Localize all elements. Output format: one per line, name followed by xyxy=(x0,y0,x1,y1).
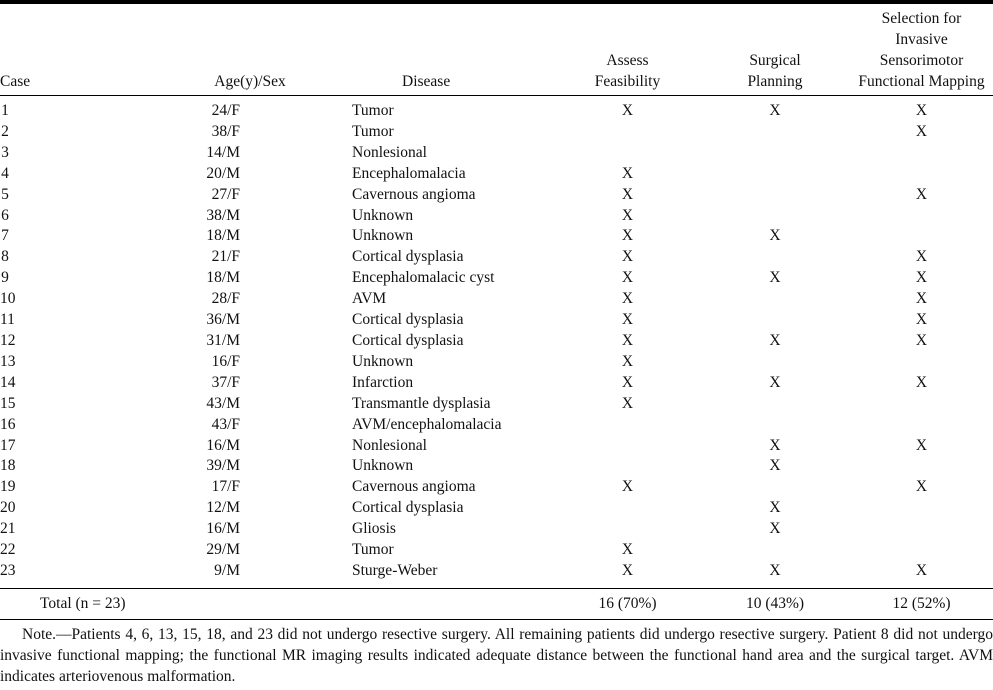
cell-feasibility xyxy=(555,498,700,519)
cell-age-sex: 28/F xyxy=(211,290,240,308)
cell-disease: Gliosis xyxy=(352,520,396,538)
cell-feasibility xyxy=(555,122,700,143)
cell-planning: X xyxy=(769,436,781,454)
cell-age-sex: 38/F xyxy=(211,122,240,140)
header-case: Case xyxy=(0,73,31,90)
table-row xyxy=(0,436,993,457)
cell-age-sex: 18/M xyxy=(206,269,240,287)
table-row xyxy=(0,394,993,415)
table-note: Note.—Patients 4, 6, 13, 15, 18, and 23 did not undergo resective surgery. All remaining patients did undergo resective surgery. Patient 8 did not undergo invasive functional mapping; the functional MR imaging results indicated adequate distance between the functional hand area and the surgical target. AVM indicates arteriovenous malformation. xyxy=(0,626,993,685)
cell-feasibility xyxy=(555,456,700,477)
table-row xyxy=(0,226,993,247)
header-sel-line2: Invasive xyxy=(895,31,948,48)
cell-age-sex: 17/F xyxy=(211,478,240,496)
header-assess-feasibility xyxy=(555,8,700,92)
cell-feasibility: X xyxy=(621,561,634,579)
header-assess-line1: Assess xyxy=(606,52,649,69)
total-label: Total (n = 23) xyxy=(40,595,126,612)
cell-selection: X xyxy=(915,561,928,579)
cell-age-sex: 38/M xyxy=(206,206,240,224)
header-sel-line1: Selection for xyxy=(881,10,962,27)
cell-selection: X xyxy=(915,311,928,329)
cell-case: 8 xyxy=(1,248,9,266)
header-plan-line2: Planning xyxy=(747,73,803,90)
table-body xyxy=(0,101,993,582)
cell-age-sex: 27/F xyxy=(211,185,240,203)
cell-planning: X xyxy=(769,520,781,538)
table-row xyxy=(0,122,993,143)
cell-disease: Tumor xyxy=(352,102,394,119)
cell-case: 6 xyxy=(1,206,9,224)
cell-planning xyxy=(700,310,850,331)
cell-planning: X xyxy=(769,457,781,475)
cell-planning: X xyxy=(769,373,781,391)
table-row xyxy=(0,310,993,331)
cell-selection xyxy=(850,394,993,415)
cell-feasibility xyxy=(555,519,700,540)
cell-feasibility xyxy=(555,143,700,164)
cell-feasibility: X xyxy=(621,311,634,329)
cell-selection: X xyxy=(915,185,928,203)
cell-disease: Tumor xyxy=(352,541,394,559)
cell-case: 3 xyxy=(1,143,9,161)
cell-selection: X xyxy=(915,290,928,308)
cell-disease: Nonlesional xyxy=(352,436,427,454)
cell-feasibility: X xyxy=(621,164,634,182)
table-rows xyxy=(0,101,993,582)
table-row xyxy=(0,101,993,122)
cell-case: 23 xyxy=(0,561,16,579)
cell-feasibility: X xyxy=(621,185,634,203)
cell-planning xyxy=(700,122,850,143)
cell-disease: Cortical dysplasia xyxy=(352,331,464,349)
cell-feasibility: X xyxy=(621,478,634,496)
cell-feasibility: X xyxy=(621,394,634,412)
cell-planning xyxy=(700,352,850,373)
cell-age-sex: 21/F xyxy=(211,248,240,266)
cell-selection xyxy=(850,143,993,164)
cell-case: 13 xyxy=(0,352,16,370)
cell-planning xyxy=(700,415,850,436)
cell-age-sex: 43/F xyxy=(211,415,240,433)
cell-feasibility xyxy=(555,415,700,436)
table-header xyxy=(0,8,993,92)
cell-disease: Unknown xyxy=(352,352,414,370)
cell-case: 14 xyxy=(0,373,16,391)
cell-selection xyxy=(850,498,993,519)
cell-planning xyxy=(700,206,850,227)
cell-planning xyxy=(700,164,850,185)
top-rule xyxy=(0,0,993,4)
cell-age-sex: 14/M xyxy=(206,143,240,161)
header-plan-line1: Surgical xyxy=(749,52,801,69)
cell-feasibility: X xyxy=(621,227,634,245)
cell-feasibility: X xyxy=(621,373,634,391)
cell-planning xyxy=(700,540,850,561)
cell-disease: Tumor xyxy=(352,122,394,140)
cell-case: 7 xyxy=(1,227,9,245)
cell-selection: X xyxy=(915,478,928,496)
cell-case: 17 xyxy=(0,436,16,454)
cell-case: 1 xyxy=(1,102,9,119)
cell-planning xyxy=(700,143,850,164)
cell-disease: Nonlesional xyxy=(352,143,427,161)
cell-age-sex: 43/M xyxy=(206,394,240,412)
cell-case: 10 xyxy=(0,290,16,308)
header-assess-line2: Feasibility xyxy=(594,73,661,90)
cell-planning xyxy=(700,394,850,415)
cell-planning: X xyxy=(769,499,781,517)
cell-planning: X xyxy=(769,269,781,287)
cell-feasibility: X xyxy=(621,206,634,224)
table-row xyxy=(0,561,993,582)
table-row xyxy=(0,143,993,164)
cell-disease: Infarction xyxy=(352,373,414,391)
cell-selection: X xyxy=(915,102,928,119)
cell-age-sex: 16/F xyxy=(211,352,240,370)
header-age-sex: Age(y)/Sex xyxy=(214,73,286,90)
cell-case: 15 xyxy=(0,394,16,412)
cell-planning: X xyxy=(769,561,781,579)
cell-case: 16 xyxy=(0,415,16,433)
cell-disease: Unknown xyxy=(352,206,414,224)
cell-selection xyxy=(850,519,993,540)
cell-age-sex: 16/M xyxy=(206,436,240,454)
cell-selection: X xyxy=(915,373,928,391)
cell-disease: Transmantle dysplasia xyxy=(352,394,491,412)
cell-planning xyxy=(700,247,850,268)
cell-disease: Cavernous angioma xyxy=(352,478,476,496)
cell-case: 19 xyxy=(0,478,16,496)
cell-planning: X xyxy=(769,102,781,119)
total-bottom-rule xyxy=(0,619,993,620)
cell-feasibility: X xyxy=(621,248,634,266)
table-total xyxy=(0,591,993,617)
cell-selection xyxy=(850,456,993,477)
table-row xyxy=(0,268,993,289)
cell-disease: Cortical dysplasia xyxy=(352,499,464,517)
total-selection: 12 (52%) xyxy=(892,595,951,612)
table-row xyxy=(0,164,993,185)
cell-age-sex: 16/M xyxy=(206,520,240,538)
cell-selection: X xyxy=(915,122,928,140)
cell-selection xyxy=(850,540,993,561)
total-feasibility: 16 (70%) xyxy=(598,595,657,612)
cell-case: 18 xyxy=(0,457,16,475)
cell-age-sex: 39/M xyxy=(206,457,240,475)
cell-disease: Cavernous angioma xyxy=(352,185,476,203)
cell-planning: X xyxy=(769,331,781,349)
cell-selection: X xyxy=(915,269,928,287)
cell-case: 11 xyxy=(0,311,15,329)
table-row xyxy=(0,519,993,540)
cell-disease: Unknown xyxy=(352,227,414,245)
cell-case: 22 xyxy=(0,541,16,559)
table-row xyxy=(0,247,993,268)
total-planning: 10 (43%) xyxy=(745,595,805,612)
table-row xyxy=(0,331,993,352)
table-row xyxy=(0,456,993,477)
header-disease: Disease xyxy=(402,73,451,90)
cell-age-sex: 36/M xyxy=(206,311,240,329)
cell-case: 5 xyxy=(1,185,9,203)
table-row xyxy=(0,540,993,561)
header-selection-mapping xyxy=(850,8,993,92)
table-row xyxy=(0,477,993,498)
cell-case: 12 xyxy=(0,331,16,349)
total-row xyxy=(0,591,993,617)
cell-disease: Cortical dysplasia xyxy=(352,248,464,266)
cell-feasibility xyxy=(555,436,700,457)
header-sel-line4: Functional Mapping xyxy=(858,73,985,90)
cell-selection xyxy=(850,415,993,436)
cell-disease: Encephalomalacia xyxy=(352,164,466,182)
cell-feasibility: X xyxy=(621,541,634,559)
table-row xyxy=(0,289,993,310)
cell-age-sex: 29/M xyxy=(206,541,240,559)
cell-age-sex: 37/F xyxy=(211,373,240,391)
table-row xyxy=(0,352,993,373)
cell-disease: Unknown xyxy=(352,457,414,475)
cell-feasibility: X xyxy=(621,331,634,349)
cell-age-sex: 31/M xyxy=(206,331,240,349)
cell-case: 2 xyxy=(1,122,9,140)
cell-case: 9 xyxy=(1,269,9,287)
cell-selection xyxy=(850,352,993,373)
header-surgical-planning xyxy=(700,8,850,92)
cell-age-sex: 24/F xyxy=(211,102,240,119)
cell-feasibility: X xyxy=(621,102,634,119)
total-top-rule xyxy=(0,588,993,589)
cell-disease: AVM xyxy=(352,290,387,308)
cell-feasibility: X xyxy=(621,269,634,287)
cell-disease: Encephalomalacic cyst xyxy=(352,269,495,287)
header-sel-line3: Sensorimotor xyxy=(879,52,964,69)
cell-age-sex: 18/M xyxy=(206,227,240,245)
table-row xyxy=(0,185,993,206)
table-row xyxy=(0,498,993,519)
table-row xyxy=(0,415,993,436)
cell-selection: X xyxy=(915,248,928,266)
cell-age-sex: 20/M xyxy=(206,164,240,182)
table-row xyxy=(0,206,993,227)
cell-age-sex: 9/M xyxy=(214,561,240,579)
cell-case: 4 xyxy=(1,164,9,182)
cell-feasibility: X xyxy=(621,290,634,308)
cell-planning: X xyxy=(769,227,781,245)
cell-selection: X xyxy=(915,331,928,349)
cell-selection xyxy=(850,226,993,247)
cell-feasibility: X xyxy=(621,352,634,370)
cell-planning xyxy=(700,289,850,310)
cell-age-sex: 12/M xyxy=(206,499,240,517)
cell-case: 20 xyxy=(0,499,16,517)
cell-disease: Sturge-Weber xyxy=(352,561,438,579)
table-row xyxy=(0,373,993,394)
cell-disease: Cortical dysplasia xyxy=(352,311,464,329)
cell-planning xyxy=(700,477,850,498)
cell-selection xyxy=(850,206,993,227)
cell-selection: X xyxy=(915,436,928,454)
cell-planning xyxy=(700,185,850,206)
header-rule xyxy=(0,95,993,96)
cell-case: 21 xyxy=(0,520,16,538)
cell-selection xyxy=(850,164,993,185)
cell-disease: AVM/encephalomalacia xyxy=(352,415,502,433)
